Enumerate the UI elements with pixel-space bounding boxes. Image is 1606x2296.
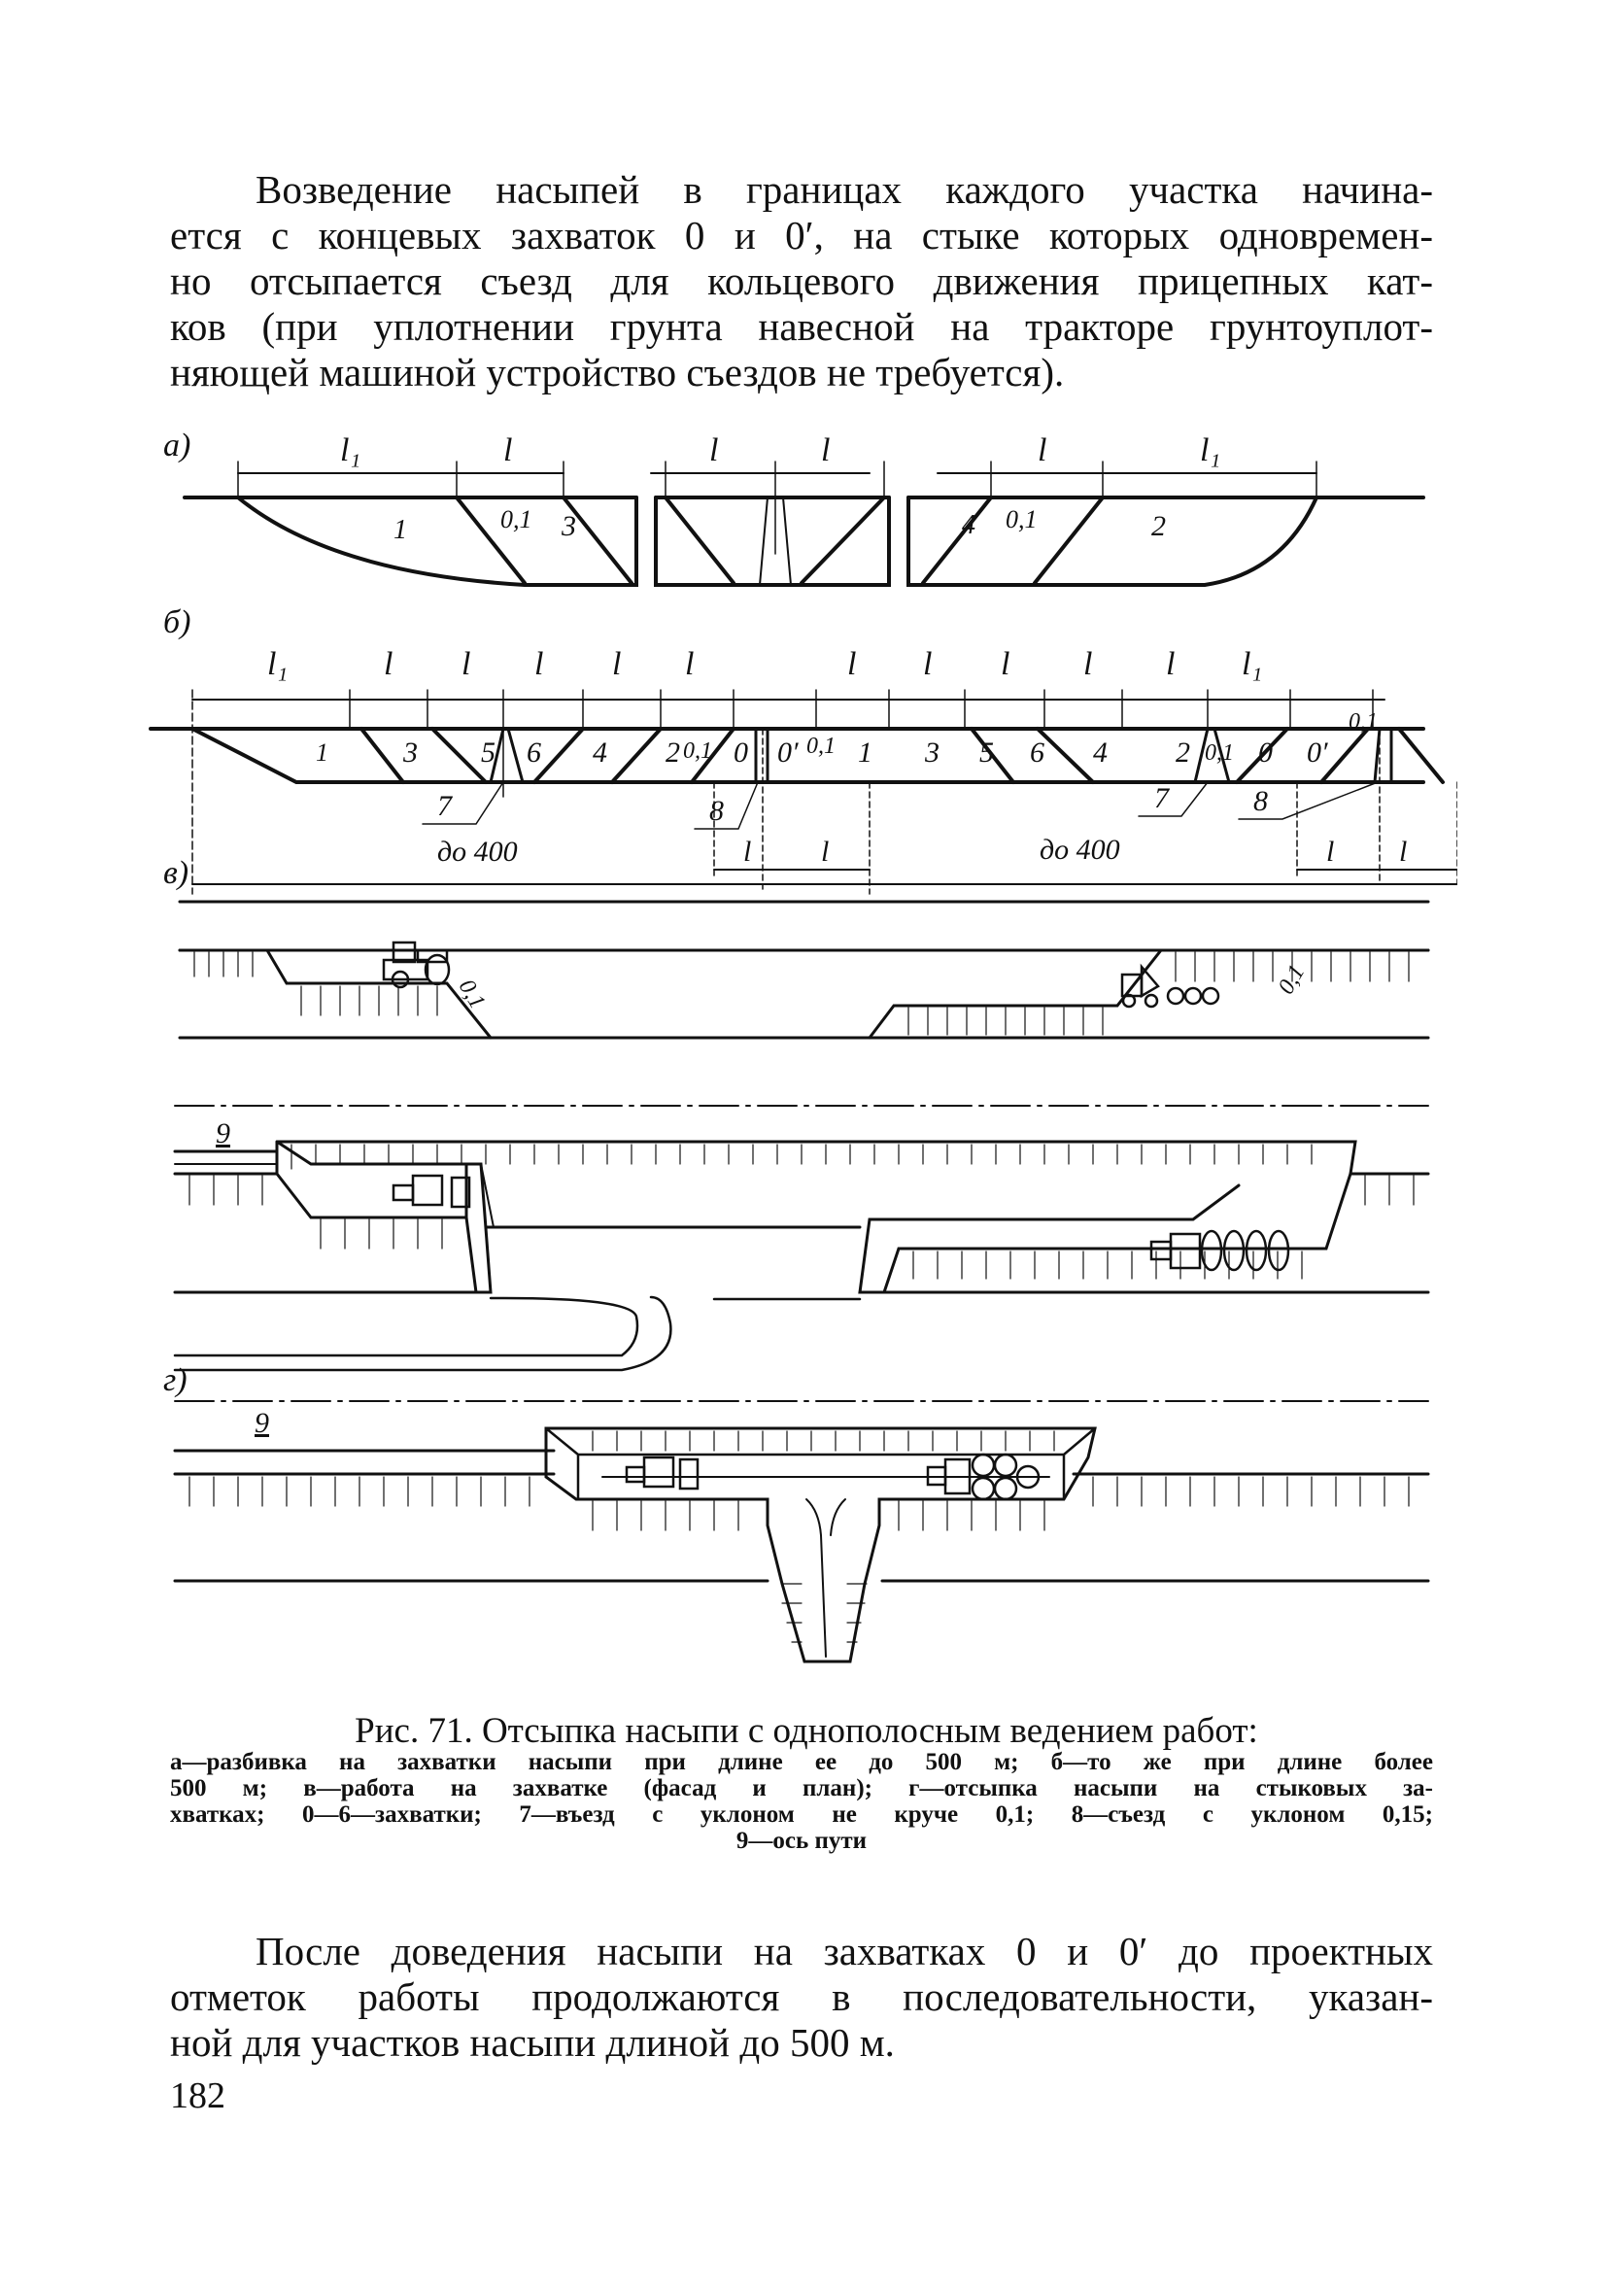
- text-line: ной для участков насыпи длиной до 500 м.: [170, 2020, 895, 2065]
- page-number: 182: [170, 2075, 225, 2116]
- dim-label: l: [743, 836, 752, 868]
- dim-label: l: [1038, 432, 1047, 468]
- axis-label-9: 9: [216, 1117, 230, 1149]
- figure-drawing: [146, 428, 1457, 1691]
- section-label: 1: [858, 737, 872, 769]
- section-label: 0′: [1307, 737, 1328, 769]
- section-label: 1: [316, 738, 328, 767]
- panel-g-drawing: [175, 1401, 1428, 1662]
- section-label: 3: [925, 737, 940, 769]
- dim-label: l: [384, 646, 393, 682]
- panel-a-drawing: [185, 462, 1423, 585]
- section-label: 6: [1030, 737, 1044, 769]
- intro-paragraph: [170, 167, 1433, 395]
- dim-label: l₁: [1242, 646, 1263, 682]
- slope-label: 0,1: [1205, 740, 1234, 766]
- callout-8: 8: [1253, 785, 1268, 817]
- slope-label: 0,1: [453, 975, 491, 1013]
- dim-label: до 400: [1040, 834, 1120, 866]
- dim-label: l: [821, 432, 831, 468]
- panel-label-g: г): [163, 1362, 188, 1398]
- text-line: няющей машиной устройство съездов не требуется).: [170, 350, 1065, 394]
- dim-label: l₁: [267, 646, 289, 682]
- dim-label: l: [709, 432, 719, 468]
- text-line: но отсыпается съезд для кольцевого движения прицепных кат-: [170, 258, 1433, 303]
- dim-label: l₁: [340, 432, 361, 468]
- figure-71: [146, 428, 1457, 1691]
- dim-label: до 400: [437, 836, 518, 868]
- dim-label: l: [923, 646, 933, 682]
- text-line: Возведение насыпей в границах каждого участка начина-: [256, 167, 1433, 212]
- section-label: 2: [1176, 737, 1190, 769]
- slope-label: 0,1: [500, 505, 532, 533]
- section-label: 0: [1258, 737, 1273, 769]
- hatching: [189, 1431, 1409, 1642]
- panel-v-drawing: [180, 902, 1428, 1038]
- callout-7: 7: [437, 790, 452, 822]
- panel-label-a: а): [163, 428, 191, 463]
- slope-label: 0,1: [806, 734, 836, 759]
- dump-truck-icon: [1122, 967, 1218, 1007]
- text-line: ется с концевых захваток 0 и 0′, на стыке которых одновремен-: [170, 213, 1433, 257]
- tractor-plan-icon: [627, 1457, 698, 1489]
- caption-line: 500 м; в—работа на захватке (фасад и план); г—отсыпка насыпи на стыковых за-: [170, 1775, 1433, 1801]
- section-label: 4: [593, 737, 607, 769]
- dim-label: l: [461, 646, 471, 682]
- panel-label-v: в): [163, 855, 189, 891]
- caption-line: хватках; 0—6—захватки; 7—въезд с уклоном не круче 0,1; 8—съезд с уклоном 0,15;: [170, 1801, 1433, 1828]
- slope-label: 0,1: [683, 738, 712, 764]
- caption-line: 9—ось пути: [735, 1828, 868, 1854]
- section-label: 3: [403, 737, 418, 769]
- section-label: 4: [1093, 737, 1108, 769]
- closing-paragraph: [170, 1929, 1433, 2066]
- dim-label: l: [1166, 646, 1176, 682]
- roller-train-icon: [1151, 1231, 1288, 1270]
- section-label: 3: [562, 510, 576, 542]
- axis-label-9: 9: [255, 1407, 269, 1439]
- panel-label-b: б): [163, 604, 191, 640]
- section-label: 0: [734, 737, 748, 769]
- dim-label: l: [534, 646, 544, 682]
- callout-7: 7: [1154, 782, 1169, 814]
- section-label: 0′: [777, 737, 799, 769]
- section-label: 2: [1151, 510, 1166, 542]
- slope-label: 0,1: [1006, 505, 1038, 533]
- dim-label: l: [1001, 646, 1010, 682]
- figure-caption-title: Рис. 71. Отсыпка насыпи с однополосным ведением работ:: [355, 1711, 1258, 1751]
- panel-v-plan-drawing: [175, 1106, 1428, 1370]
- dim-label: l: [1399, 836, 1408, 868]
- caption-line: а—разбивка на захватки насыпи при длине ее до 500 м; б—то же при длине более: [170, 1749, 1433, 1775]
- dim-label: l₁: [1200, 432, 1221, 468]
- text-line: После доведения насыпи на захватках 0 и 0′ до проектных: [256, 1929, 1433, 1973]
- section-label: 5: [979, 737, 994, 769]
- dim-label: l: [612, 646, 622, 682]
- hatching: [194, 952, 1409, 1035]
- section-label: 1: [393, 515, 407, 545]
- section-label: 6: [527, 737, 541, 769]
- tractor-plan-icon: [393, 1176, 469, 1207]
- dim-label: l: [847, 646, 857, 682]
- dim-label: l: [685, 646, 695, 682]
- callout-8: 8: [709, 795, 724, 827]
- dim-label: l: [1083, 646, 1093, 682]
- slope-label: 0,1: [1349, 709, 1378, 735]
- figure-caption-body: [170, 1749, 1433, 1854]
- dim-label: l: [821, 836, 830, 868]
- slope-label: 0,1: [1273, 960, 1311, 999]
- section-label: 4: [962, 510, 975, 540]
- section-label: 2: [666, 737, 680, 769]
- text-line: отметок работы продолжаются в последовательности, указан-: [170, 1974, 1433, 2019]
- dim-label: l: [1326, 836, 1335, 868]
- dim-label: l: [503, 432, 513, 468]
- section-label: 5: [481, 737, 495, 769]
- text-line: ков (при уплотнении грунта навесной на тракторе грунтоуплот-: [170, 304, 1433, 349]
